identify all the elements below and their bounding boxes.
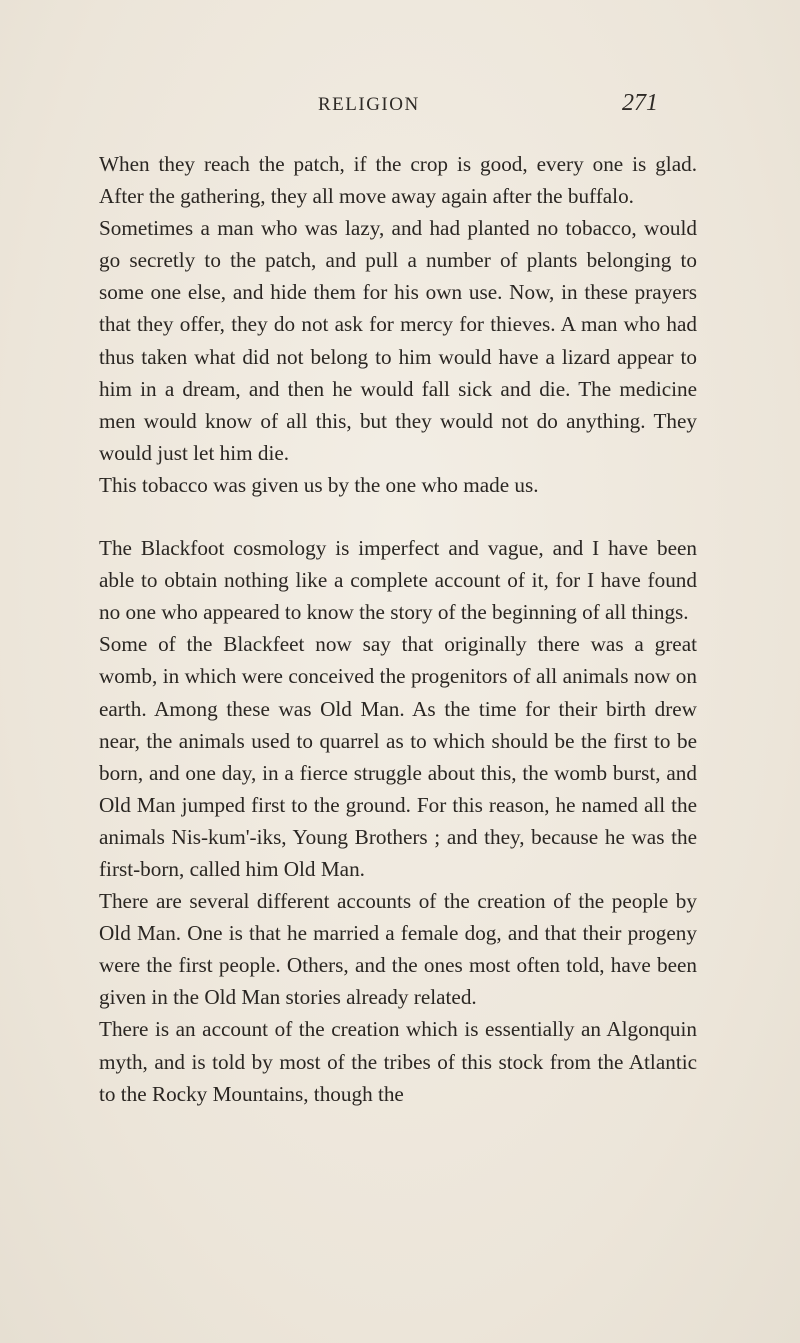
paragraph: There are several different accounts of the creation of the people by Old Man. One is that he married a female dog, and that their progeny were the first people. Others, and the ones most often told, have been given in the Old Man stories already related. <box>99 889 697 1010</box>
page-number: 271 <box>622 90 658 116</box>
paragraph: The Blackfoot cosmology is imperfect and vague, and I have been able to obtain nothing like a complete account of it, for I have found no one who appeared to know the story of the beginning of all things. <box>99 536 697 625</box>
section-break <box>99 501 697 532</box>
paragraph: This tobacco was given us by the one who made us. <box>99 472 539 497</box>
paragraph: Sometimes a man who was lazy, and had planted no tobacco, would go secretly to the patch, and pull a number of plants belonging to some one else, and hide them for his own use. Now, in these prayers that they offer, they do not ask for mercy for thieves. A man who had thus taken what did not belong to him would have a lizard appear to him in a dream, and then he would fall sick and die. The medicine men would know of all this, but they would not do anything. They would just let him die. <box>99 216 697 465</box>
paragraph: There is an account of the creation which is essentially an Algonquin myth, and is told by most of the tribes of this stock from the Atlantic to the Rocky Mountains, though the <box>99 1017 697 1106</box>
running-head: RELIGION <box>318 94 420 115</box>
paragraph: When they reach the patch, if the crop is good, every one is glad. After the gathering, they all move away again after the buffalo. <box>99 152 697 209</box>
body-text <box>99 148 697 1110</box>
paragraph: Some of the Blackfeet now say that originally there was a great womb, in which were conceived the progenitors of all animals now on earth. Among these was Old Man. As the time for their birth drew near, the animals used to quarrel as to which should be the first to be born, and one day, in a fierce struggle about this, the womb burst, and Old Man jumped first to the ground. For this reason, he named all the animals Nis-kum'-iks, Young Brothers ; and they, because he was the first-born, called him Old Man. <box>99 632 697 881</box>
